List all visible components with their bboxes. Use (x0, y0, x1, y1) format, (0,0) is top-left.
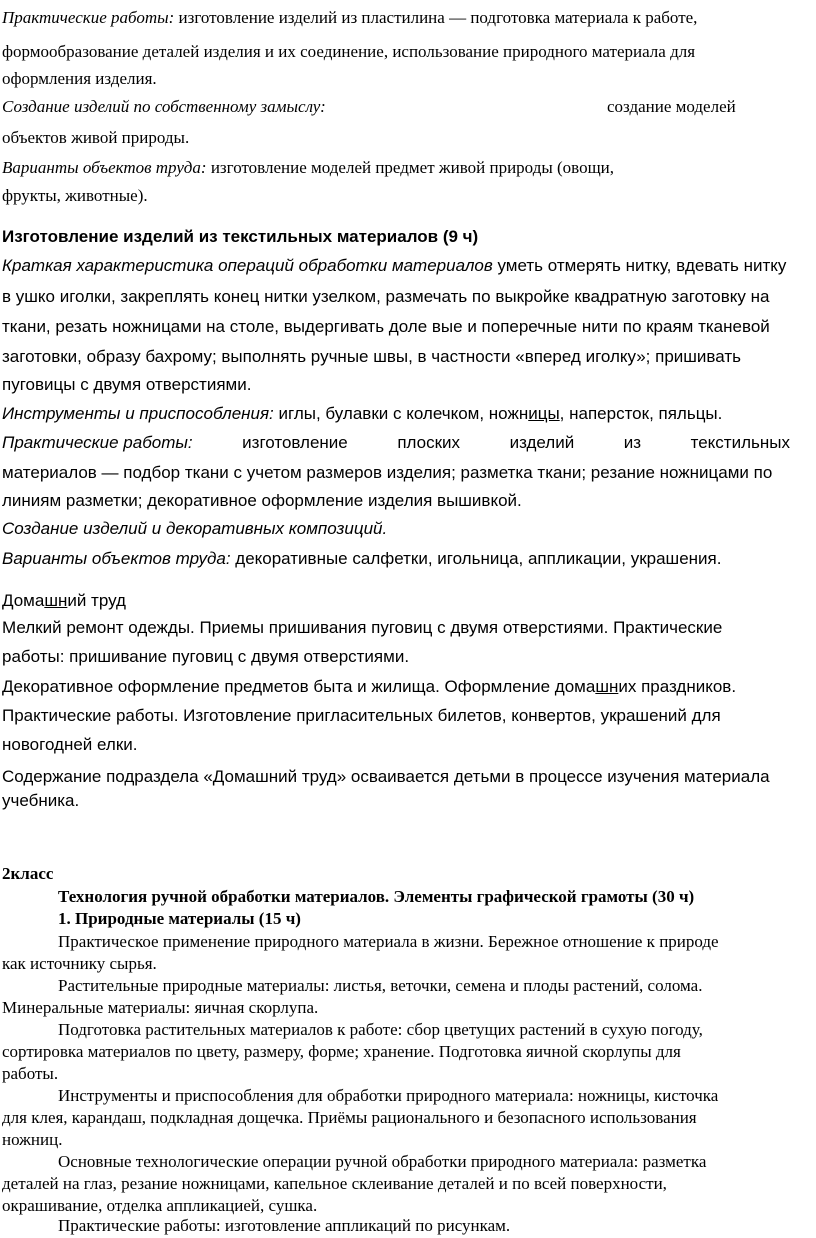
text-line: Основные технологические операции ручной обработки природного материала: разметка (58, 1152, 707, 1171)
text-span: изготовление моделей предмет живой природы (овощи, (206, 158, 615, 177)
text-span: Дома (2, 591, 45, 610)
text-span: ий труд (67, 591, 126, 610)
text-line: как источнику сырья. (2, 954, 157, 973)
text-line: Содержание подраздела «Домашний труд» осваивается детьми в процессе изучения материала (2, 767, 770, 786)
text-line: ткани, резать ножницами на столе, выдергивать доле вые и поперечные нити по краям тканевой (2, 317, 770, 336)
text-line: новогодней елки. (2, 735, 138, 754)
term-label: Практические работы: (2, 8, 175, 27)
text-line (2, 676, 736, 698)
text-line: сортировка материалов по цвету, размеру, форме; хранение. Подготовка яичной скорлупы для (2, 1042, 681, 1061)
text-line: оформления изделия. (2, 69, 157, 88)
text-line: учебника. (2, 791, 80, 810)
text-span: ицы (528, 404, 560, 423)
text-line: линиям разметки; декоративное оформление изделия вышивкой. (2, 491, 522, 510)
term-label: Варианты объектов труда: (2, 549, 231, 568)
term-label: Создание изделий по собственному замыслу: (2, 97, 326, 116)
text-line: в ушко иголки, закреплять конец нитки узелком, размечать по выкройке квадратную заготовку на (2, 287, 770, 306)
text-line: Подготовка растительных материалов к работе: сбор цветущих растений в сухую погоду, (58, 1020, 703, 1039)
text-line: Инструменты и приспособления для обработки природного материала: ножницы, кисточка (58, 1086, 719, 1105)
text-span: Декоративное оформление предметов быта и жилища. Оформление дома (2, 677, 596, 696)
text-span: иглы, булавки с колечком, ножн (273, 404, 529, 423)
text-span: изготовление (242, 433, 348, 452)
text-span: их праздников. (618, 677, 737, 696)
text-line (2, 157, 614, 178)
text-line: для клея, карандаш, подкладная дощечка. Приёмы рационального и безопасного использования (2, 1108, 697, 1127)
text-span: , наперсток, пяльцы. (559, 404, 723, 423)
text-line: окрашивание, отделка аппликацией, сушка. (2, 1196, 318, 1215)
text-line: фрукты, животные). (2, 186, 148, 205)
text-span: шн (44, 591, 68, 610)
text-line (2, 403, 722, 425)
term-label: Инструменты и приспособления: (2, 404, 274, 423)
text-span: декоративные салфетки, игольница, аппликации, украшения. (230, 549, 722, 568)
text-line: заготовки, образу бахрому; выполнять ручные швы, в частности «вперед иголку»; пришивать (2, 347, 741, 366)
grade-title: 2класс (2, 864, 54, 883)
text-line: работы: пришивание пуговиц с двумя отверстиями. (2, 647, 410, 666)
text-line: Практические работы: изготовление аппликаций по рисункам. (58, 1216, 511, 1235)
text-line: пуговицы с двумя отверстиями. (2, 375, 252, 394)
text-span: изготовление изделий из пластилина — подготовка материала к работе, (174, 8, 698, 27)
subsection-heading: 1. Природные материалы (15 ч) (58, 909, 301, 928)
text-line (2, 7, 697, 28)
text-line: формообразование деталей изделия и их соединение, использование природного материала для (2, 42, 696, 61)
section-heading: Технология ручной обработки материалов. Элементы графической грамоты (30 ч) (58, 887, 695, 906)
text-line: Практическое применение природного материала в жизни. Бережное отношение к природе (58, 932, 719, 951)
text-line (2, 255, 786, 277)
text-line: ножниц. (2, 1130, 63, 1149)
text-line: Растительные природные материалы: листья, веточки, семена и плоды растений, солома. (58, 976, 703, 995)
text-line: Практические работы. Изготовление пригласительных билетов, конвертов, украшений для (2, 706, 721, 725)
text-line: Мелкий ремонт одежды. Приемы пришивания пуговиц с двумя отверстиями. Практические (2, 618, 723, 637)
text-line: деталей на глаз, резание ножницами, капельное склеивание деталей и по всей поверхности, (2, 1174, 667, 1193)
text-span: шн (595, 677, 619, 696)
text-line: объектов живой природы. (2, 128, 190, 147)
text-line: Минеральные материалы: яичная скорлупа. (2, 998, 319, 1017)
text-line (2, 432, 790, 454)
text-line: работы. (2, 1064, 59, 1083)
term-label: Варианты объектов труда: (2, 158, 207, 177)
text-span: из (623, 433, 642, 452)
term-label: Краткая характеристика операций обработки материалов (2, 256, 493, 275)
term-label: Практические работы: (2, 433, 193, 452)
text-span: текстильных (690, 433, 790, 452)
section-title (2, 590, 126, 612)
term-label: Создание изделий и декоративных композиций. (2, 519, 388, 538)
text-line: материалов — подбор ткани с учетом размеров изделия; разметка ткани; резание ножницами по (2, 463, 773, 482)
text-span: создание моделей (607, 97, 736, 116)
text-span: изделий (509, 433, 575, 452)
text-span: плоских (397, 433, 461, 452)
text-span: уметь отмерять нитку, вдевать нитку (492, 256, 787, 275)
section-heading: Изготовление изделий из текстильных материалов (9 ч) (2, 227, 479, 246)
text-line (2, 548, 721, 570)
